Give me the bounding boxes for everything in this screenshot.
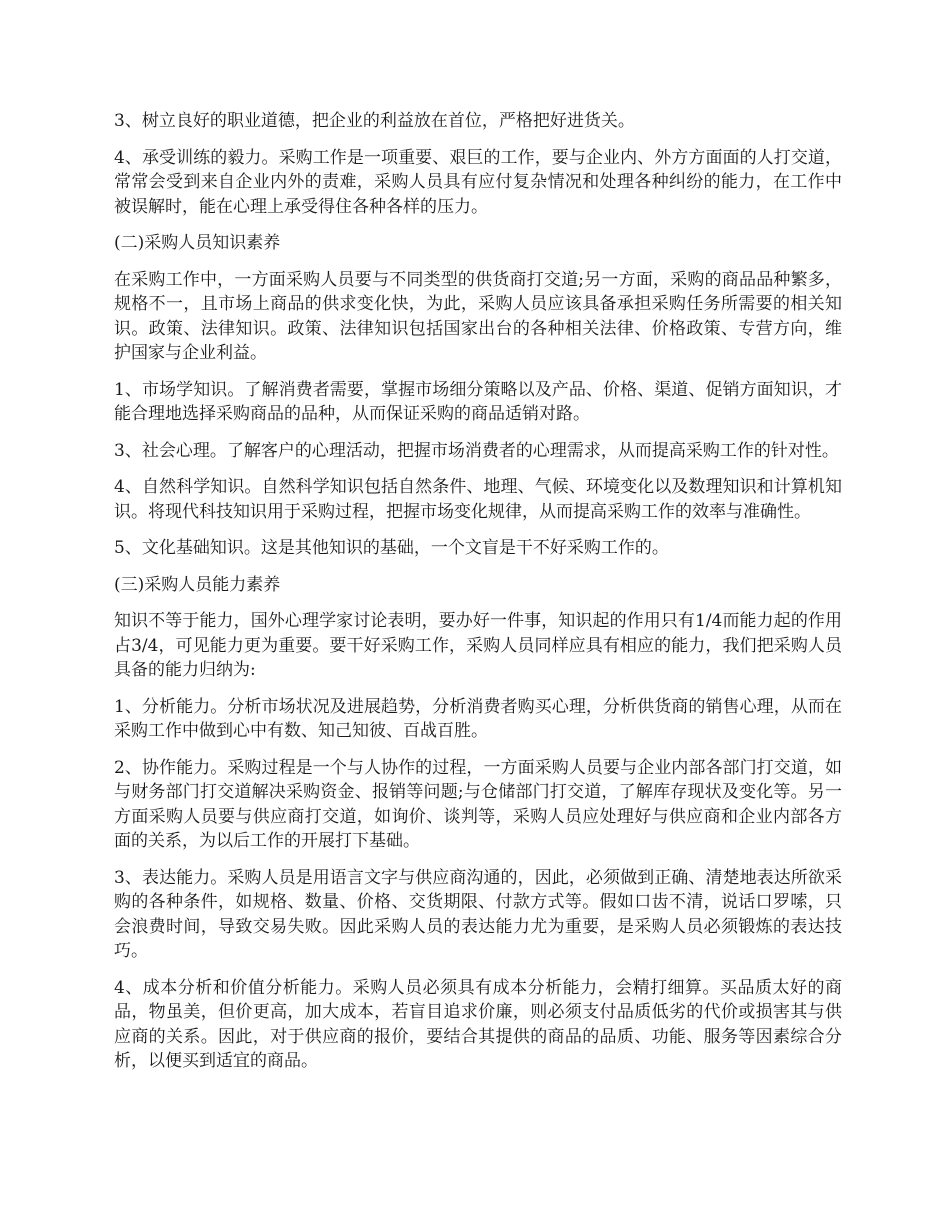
paragraph-ethics: 3、树立良好的职业道德，把企业的利益放在首位，严格把好进货关。	[114, 111, 635, 131]
section-heading-ability: (三)采购人员能力素养	[114, 574, 281, 595]
paragraph-knowledge-intro: 在采购工作中，一方面采购人员要与不同类型的供货商打交道;另一方面，采购的商品品种繁多，规格不一，且市场上商品的供求变化快，为此，采购人员应该具备承担采购任务所需要的相关知识。政策、法律知识。政策、法律知识包括国家出台的各种相关法律、价格政策、专营方向，维护国家与企业利益。	[114, 269, 842, 363]
paragraph-cost-analysis: 4、成本分析和价值分析能力。采购人员必须具有成本分析能力，会精打细算。买品质太好的商品，物虽美，但价更高，加大成本，若盲目追求价廉，则必须支付品质低劣的代价或损害其与供应商的关系。因此，对于供应商的报价，要结合其提供的商品的品质、功能、服务等因素综合分析，以便买到适宜的商品。	[114, 977, 842, 1071]
paragraph-analysis: 1、分析能力。分析市场状况及进展趋势，分析消费者购买心理，分析供货商的销售心理，从而在采购工作中做到心中有数、知己知彼、百战百胜。	[114, 696, 842, 741]
paragraph-natural-science: 4、自然科学知识。自然科学知识包括自然条件、地理、气候、环境变化以及数理知识和计算机知识。将现代科技知识用于采购过程，把握市场变化规律，从而提高采购工作的效率与准确性。	[114, 477, 842, 522]
paragraph-marketing: 1、市场学知识。了解消费者需要，掌握市场细分策略以及产品、价格、渠道、促销方面知识，才能合理地选择采购商品的品种，从而保证采购的商品适销对路。	[114, 379, 842, 424]
paragraph-social-psychology: 3、社会心理。了解客户的心理活动，把握市场消费者的心理需求，从而提高采购工作的针对性。	[114, 440, 839, 461]
paragraph-ability-intro: 知识不等于能力，国外心理学家讨论表明，要办好一件事，知识起的作用只有1/4而能力起的作用占3/4，可见能力更为重要。要干好采购工作，采购人员同样应具有相应的能力，我们把采购人员具备的能力归纳为:	[114, 611, 842, 680]
paragraph-culture: 5、文化基础知识。这是其他知识的基础，一个文盲是干不好采购工作的。	[114, 538, 669, 558]
paragraph-endurance: 4、承受训练的毅力。采购工作是一项重要、艰巨的工作，要与企业内、外方方面面的人打交道，常常会受到来自企业内外的责难，采购人员具有应付复杂情况和处理各种纠纷的能力，在工作中被误解时，能在心理上承受得住各种各样的压力。	[114, 147, 842, 217]
paragraph-cooperation: 2、协作能力。采购过程是一个与人协作的过程，一方面采购人员要与企业内部各部门打交道，如与财务部门打交道解决采购资金、报销等问题;与仓储部门打交道，了解库存现状及变化等。另一方面采购人员要与供应商打交道，如询价、谈判等，采购人员应处理好与供应商和企业内部各方面的关系，为以后工作的开展打下基础。	[114, 757, 842, 851]
document-body	[114, 109, 842, 1086]
section-heading-knowledge: (二)采购人员知识素养	[114, 233, 281, 253]
paragraph-expression: 3、表达能力。采购人员是用语言文字与供应商沟通的，因此，必须做到正确、清楚地表达所欲采购的各种条件，如规格、数量、价格、交货期限、付款方式等。假如口齿不清，说话口罗嗦，只会浪费时间，导致交易失败。因此采购人员的表达能力尤为重要，是采购人员必须锻炼的表达技巧。	[114, 867, 842, 961]
